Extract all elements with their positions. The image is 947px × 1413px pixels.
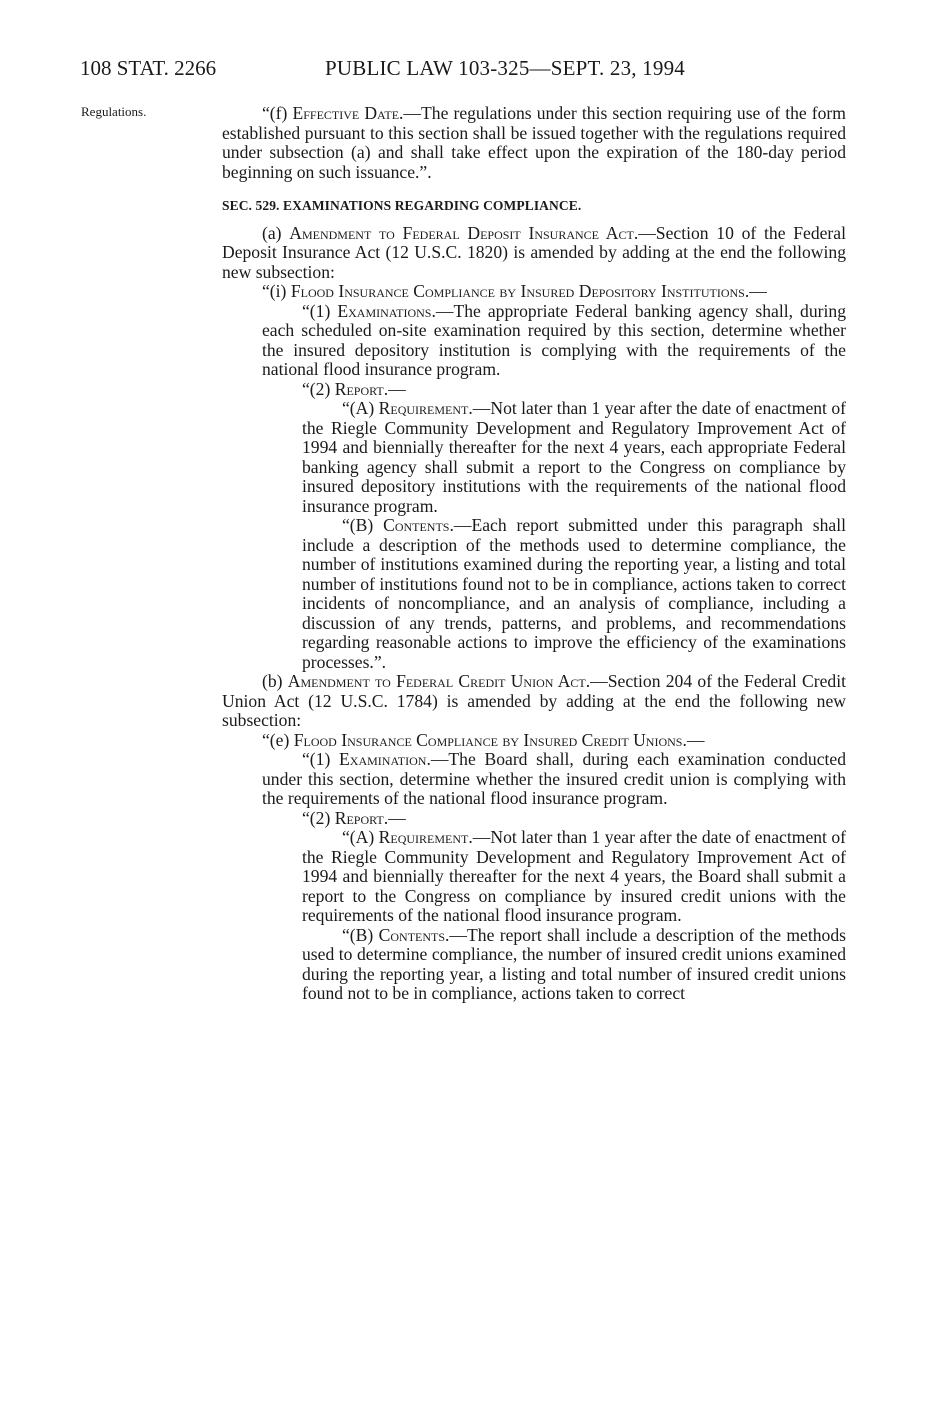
stat-reference: 108 STAT. 2266 [80, 56, 217, 80]
paragraph-i-2: “(2) Report.— [302, 378, 406, 399]
subsection-i: “(i) Flood Insurance Compliance by Insured Depository Institutions.— [262, 281, 767, 301]
law-title: PUBLIC LAW 103-325—SEPT. 23, 1994 [325, 56, 685, 80]
paragraph-b: (b) Amendment to Federal Credit Union Act.—Section 204 of the Federal Credit Union Act (12 U.S.C. 1784) is amended by adding at the end the following new subsection: [222, 671, 847, 730]
paragraph-e-1: “(1) Examination.—The Board shall, during each examination conducted under this section, determine whether the insured credit union is complying with the requirements of the national flood insurance program. [262, 749, 846, 808]
paragraph-e-2-b: “(B) Contents.—The report shall include a description of the methods used to determine compliance, the number of insured credit unions examined during the reporting year, a listing and total number of insured credit unions found not to be in compliance, actions taken to correct [302, 924, 846, 1003]
margin-note: Regulations. [81, 104, 147, 119]
paragraph-f: “(f) Effective Date.—The regulations under this section requiring use of the form established pursuant to this section shall be issued together with the regulations required under subsection (a) and shall take effect upon the expiration of the 180-day period beginning on such issuance.”. [222, 103, 846, 182]
paragraph-i-2-a: “(A) Requirement.—Not later than 1 year after the date of enactment of the Riegle Community Development and Regulatory Improvement Act of 1994 and biennially thereafter for the next 4 years, each appropriate Federal banking agency shall submit a report to the Congress on compliance by insured depository institutions with the requirements of the national flood insurance program. [302, 398, 846, 516]
paragraph-e-2: “(2) Report.— [302, 807, 406, 828]
paragraph-e-2-a: “(A) Requirement.—Not later than 1 year after the date of enactment of the Riegle Community Development and Regulatory Improvement Act of 1994 and biennially thereafter for the next 4 years, the Board shall submit a report to the Congress on compliance by insured credit unions with the requirements of the national flood insurance program. [302, 827, 846, 925]
paragraph-i-2-b: “(B) Contents.—Each report submitted under this paragraph shall include a description of the methods used to determine compliance, the number of institutions examined during the reporting year, a listing and total number of institutions found not to be in compliance, actions taken to correct incidents of noncompliance, and an analysis of compliance, including a discussion of any trends, patterns, and problems, and recommendations regarding reasonable actions to improve the efficiency of the examinations processes.”. [302, 515, 846, 672]
paragraph-a: (a) Amendment to Federal Deposit Insurance Act.—Section 10 of the Federal Deposit Insurance Act (12 U.S.C. 1820) is amended by adding at the end the following new subsection: [222, 222, 846, 282]
paragraph-i-1: “(1) Examinations.—The appropriate Federal banking agency shall, during each scheduled on-site examination required by this section, determine whether the insured depository institution is complying with the requirements of the national flood insurance program. [262, 300, 846, 379]
subsection-e: “(e) Flood Insurance Compliance by Insured Credit Unions.— [262, 729, 705, 750]
section-heading: SEC. 529. EXAMINATIONS REGARDING COMPLIANCE. [222, 198, 582, 213]
body-text [222, 104, 846, 1004]
